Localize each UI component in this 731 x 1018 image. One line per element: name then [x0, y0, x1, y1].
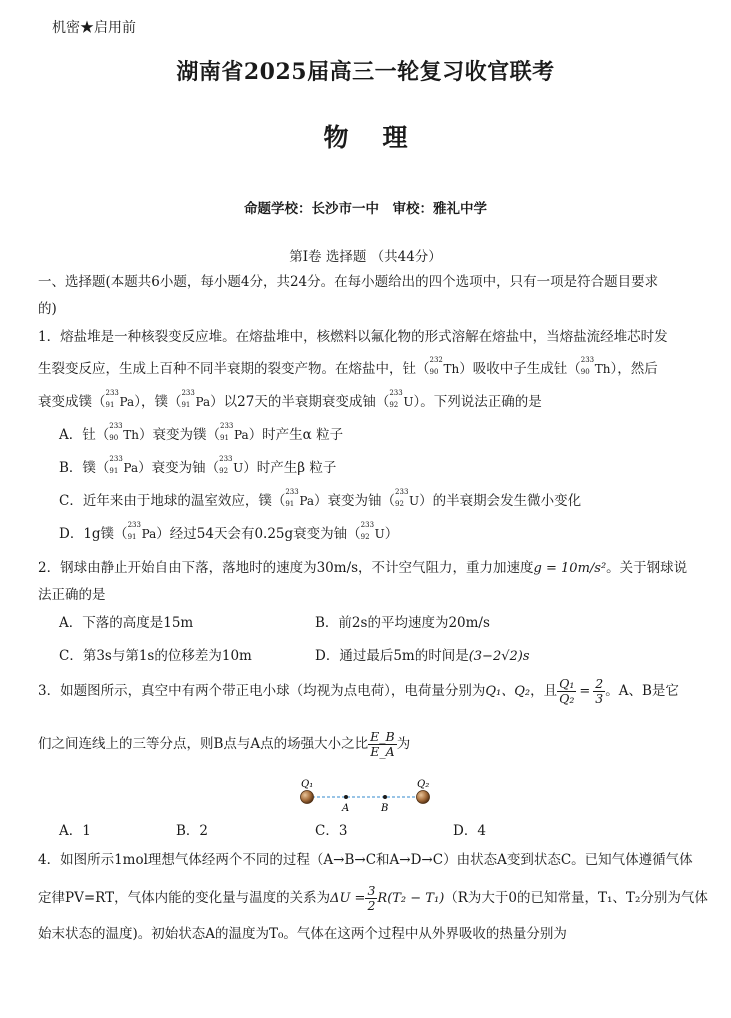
nuclide-u233: 233 92 U — [360, 521, 385, 541]
q2-option-c: C．第3s与第1s的位移差为10m — [59, 648, 252, 664]
q4-stem-line1: 4．如图所示1mol理想气体经两个不同的过程（A→B→C和A→D→C）由状态A变到状态C。已知气体遵循气体 — [38, 852, 693, 868]
nuclide-th233: 233 90 Th — [580, 356, 611, 376]
q3-option-a: A．1 — [59, 823, 91, 839]
q1-stem-line2: 生裂变反应，生成上百种不同半衰期的裂变产物。在熔盐中，钍（ 232 90 Th）吸收中子生成钍（ 233 90 Th），然后 — [38, 356, 658, 377]
charge-ratio-fraction: $\frac{\text{Q₁}}{\text{Q₂}}$ — [559, 676, 575, 706]
point-charges-figure — [290, 774, 440, 814]
point-a-dot — [344, 795, 348, 799]
q1-stem-line1: 1．熔盐堆是一种核裂变反应堆。在熔盐堆中，核燃料以氟化物的形式溶解在熔盐中，当熔盐流经堆芯时发 — [38, 329, 668, 345]
exam-title: 湖南省2025届高三一轮复习收官联考 — [176, 59, 555, 85]
nuclide-u233: 233 92 U — [219, 455, 244, 475]
q4-stem-line3: 始末状态的温度)。初始状态A的温度为T₀。气体在这两个过程中从外界吸收的热量分别为 — [38, 926, 567, 942]
q3-stem-line1: 3．如题图所示，真空中有两个带正电小球（均视为点电荷），电荷量分别为Q₁、Q₂，且 $\frac{\text{Q₁}}{\text{Q₂}}$ = $\frac{2}{3}$ 。A、B是它 — [38, 676, 679, 706]
q2-option-a: A．下落的高度是15m — [59, 615, 194, 631]
two-thirds-fraction: $\frac{2}{3}$ — [595, 676, 604, 706]
nuclide-pa233: 233 91 Pa — [219, 422, 249, 442]
b-label: B — [381, 803, 389, 814]
section-heading: 第Ⅰ卷 选择题 （共44分） — [289, 249, 442, 265]
q1-label: Q₁ — [301, 779, 314, 790]
nuclide-pa233: 233 91 Pa — [285, 488, 315, 508]
q2-stem-line1: 2．钢球由静止开始自由下落，落地时的速度为30m/s，不计空气阻力，重力加速度g = 10m/s²。关于钢球说 — [38, 560, 688, 576]
section-instruction-cont: 的) — [38, 301, 57, 317]
q2-label: Q₂ — [417, 779, 430, 790]
q1-option-b: B．镤（ 233 91 Pa）衰变为铀（ 233 92 U）时产生β 粒子 — [59, 455, 337, 476]
nuclide-pa233: 233 91 Pa — [109, 455, 139, 475]
q3-option-d: D．4 — [453, 823, 486, 839]
q3-option-c: C．3 — [315, 823, 348, 839]
charge-q2-ball — [417, 791, 430, 804]
nuclide-pa233: 233 91 Pa — [181, 389, 211, 409]
nuclide-u233: 233 92 U — [395, 488, 420, 508]
q1-option-a: A．钍（ 233 90 Th）衰变为镤（ 233 91 Pa）时产生α 粒子 — [59, 422, 344, 443]
charges-expression: Q₁、Q₂ — [485, 684, 531, 699]
section-instruction: 一、选择题(本题共6小题，每小题4分，共24分。在每小题给出的四个选项中，只有一项是符合题目要求 — [38, 274, 659, 290]
q3-option-b: B．2 — [176, 823, 209, 839]
q2-option-b: B．前2s的平均速度为20m/s — [315, 615, 490, 631]
charge-q1-ball — [301, 791, 314, 804]
subject-title: 物理 — [323, 123, 442, 152]
time-expression: (3−2√2)s — [468, 649, 530, 664]
three-halves-fraction: $\frac{3}{2}$ — [367, 883, 376, 913]
nuclide-u233: 233 92 U — [389, 389, 414, 409]
nuclide-pa233: 233 91 Pa — [127, 521, 157, 541]
delta-u-symbol: ΔU = — [330, 891, 366, 906]
q4-stem-line2: 定律PV=RT，气体内能的变化量与温度的关系为ΔU = $\frac{3}{2}$ R(T₂ − T₁)（R为大于0的已知常量，T₁、T₂分别为气体 — [38, 883, 708, 913]
q1-option-c: C．近年来由于地球的温室效应，镤（ 233 91 Pa）衰变为铀（ 233 92 U）的半衰期会发生微小变化 — [59, 488, 582, 509]
authors-line: 命题学校：长沙市一中 审校：雅礼中学 — [244, 201, 487, 217]
nuclide-pa233: 233 91 Pa — [105, 389, 135, 409]
gravity-expression: g = 10m/s² — [533, 561, 607, 576]
point-b-dot — [383, 795, 387, 799]
q3-stem-line2: 们之间连线上的三等分点，则B点与A点的场强大小之比 $\frac{E\_B}{E\_A}$ 为 — [38, 729, 411, 759]
q1-stem-line3: 衰变成镤（ 233 91 Pa），镤（ 233 91 Pa）以27天的半衰期衰变成铀（ 233 92 U）。下列说法正确的是 — [38, 389, 542, 410]
nuclide-th232: 232 90 Th — [429, 356, 460, 376]
a-label: A — [342, 803, 350, 814]
q1-option-d: D．1g镤（ 233 91 Pa）经过54天会有0.25g衰变为铀（ 233 92 U） — [59, 521, 399, 542]
q2-stem-line2: 法正确的是 — [38, 587, 106, 603]
confidential-label: 机密★启用前 — [52, 20, 136, 36]
nuclide-th233: 233 90 Th — [109, 422, 139, 442]
temperature-difference-expression: R(T₂ − T₁) — [377, 891, 445, 906]
q2-option-d: D．通过最后5m的时间是(3−2√2)s — [315, 648, 530, 664]
field-ratio-fraction: $\frac{E\_B}{E\_A}$ — [370, 729, 395, 759]
